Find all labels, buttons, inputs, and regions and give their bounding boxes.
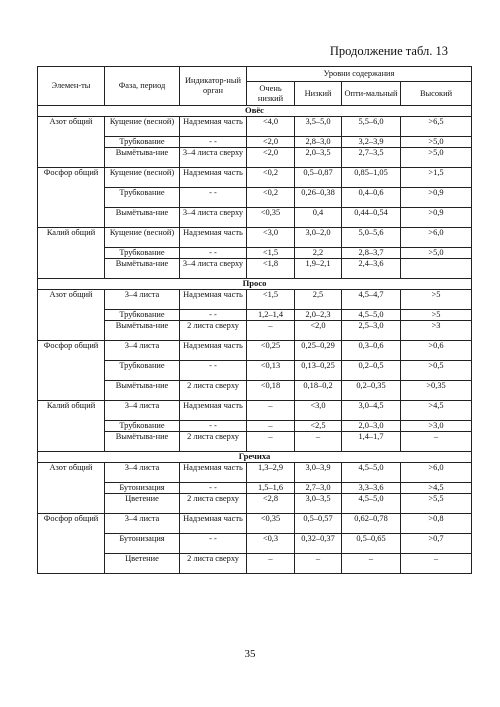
low-cell: 0,5–0,87	[295, 168, 342, 188]
optimal-cell: 4,5–5,0	[342, 494, 401, 514]
very-low-cell: <1,5	[247, 248, 295, 259]
element-cell: Азот общий	[38, 463, 105, 514]
low-cell: 2,7–3,0	[295, 483, 342, 494]
low-cell: 0,13–0,25	[295, 361, 342, 381]
optimal-cell: –	[342, 554, 401, 574]
phase-cell: Кущение (весной)	[105, 117, 180, 137]
organ-cell: 3–4 листа сверху	[180, 208, 247, 228]
organ-cell: 3–4 листа сверху	[180, 148, 247, 168]
very-low-cell: <0,18	[247, 381, 295, 401]
very-low-cell: –	[247, 432, 295, 452]
optimal-cell: 0,2–0,5	[342, 361, 401, 381]
organ-cell: Надземная часть	[180, 290, 247, 310]
phase-cell: Трубкование	[105, 421, 180, 432]
organ-cell: Надземная часть	[180, 168, 247, 188]
header-high: Высокий	[401, 82, 472, 106]
optimal-cell: 0,62–0,78	[342, 514, 401, 534]
low-cell: 0,32–0,37	[295, 534, 342, 554]
organ-cell: - -	[180, 188, 247, 208]
phase-cell: Бутонизация	[105, 483, 180, 494]
nutrient-levels-table	[37, 66, 472, 574]
optimal-cell: 3,0–4,5	[342, 401, 401, 421]
section-row	[38, 279, 472, 290]
high-cell: >0,9	[401, 188, 472, 208]
section-title: Гречиха	[38, 452, 472, 463]
header-levels: Уровни содержания	[247, 67, 472, 82]
low-cell: 0,26–0,38	[295, 188, 342, 208]
low-cell: 0,5–0,57	[295, 514, 342, 534]
section-title: Овёс	[38, 106, 472, 117]
low-cell: –	[295, 554, 342, 574]
optimal-cell: 4,5–5,0	[342, 310, 401, 321]
low-cell: 2,0–3,5	[295, 148, 342, 168]
low-cell: 3,0–3,5	[295, 494, 342, 514]
phase-cell: Вымётыва-ние	[105, 321, 180, 341]
optimal-cell: 0,2–0,35	[342, 381, 401, 401]
very-low-cell: 1,3–2,9	[247, 463, 295, 483]
organ-cell: - -	[180, 361, 247, 381]
high-cell: >5,0	[401, 137, 472, 148]
phase-cell: 3–4 листа	[105, 290, 180, 310]
section-title: Просо	[38, 279, 472, 290]
header-phase: Фаза, период	[105, 67, 180, 106]
section-row	[38, 452, 472, 463]
very-low-cell: <2,0	[247, 137, 295, 148]
phase-cell: Трубкование	[105, 137, 180, 148]
element-cell: Азот общий	[38, 117, 105, 168]
organ-cell: Надземная часть	[180, 341, 247, 361]
phase-cell: Вымётыва-ние	[105, 259, 180, 279]
high-cell: >0,5	[401, 361, 472, 381]
low-cell: 2,0–2,3	[295, 310, 342, 321]
optimal-cell: 2,7–3,5	[342, 148, 401, 168]
very-low-cell: <2,8	[247, 494, 295, 514]
low-cell: <3,0	[295, 401, 342, 421]
organ-cell: 2 листа сверху	[180, 494, 247, 514]
high-cell: >6,0	[401, 463, 472, 483]
high-cell: >0,9	[401, 208, 472, 228]
very-low-cell: <3,0	[247, 228, 295, 248]
element-cell: Фосфор общий	[38, 168, 105, 228]
very-low-cell: –	[247, 401, 295, 421]
table-row	[38, 290, 472, 310]
phase-cell: Трубкование	[105, 188, 180, 208]
header-elements: Элемен-ты	[38, 67, 105, 106]
low-cell: 1,9–2,1	[295, 259, 342, 279]
optimal-cell: 2,4–3,6	[342, 259, 401, 279]
section-row	[38, 106, 472, 117]
table-caption: Продолжение табл. 13	[329, 44, 448, 58]
phase-cell: 3–4 листа	[105, 514, 180, 534]
optimal-cell: 0,85–1,05	[342, 168, 401, 188]
high-cell: >4,5	[401, 401, 472, 421]
low-cell: <2,5	[295, 421, 342, 432]
very-low-cell: <4,0	[247, 117, 295, 137]
low-cell: 2,2	[295, 248, 342, 259]
page-number: 35	[244, 648, 256, 660]
phase-cell: Кущение (весной)	[105, 228, 180, 248]
organ-cell: - -	[180, 248, 247, 259]
optimal-cell: 2,0–3,0	[342, 421, 401, 432]
optimal-cell: 4,5–4,7	[342, 290, 401, 310]
high-cell: –	[401, 432, 472, 452]
organ-cell: 2 листа сверху	[180, 432, 247, 452]
low-cell: 3,0–2,0	[295, 228, 342, 248]
table-body	[38, 106, 472, 574]
very-low-cell: <1,8	[247, 259, 295, 279]
very-low-cell: <0,25	[247, 341, 295, 361]
organ-cell: - -	[180, 421, 247, 432]
very-low-cell: <1,5	[247, 290, 295, 310]
high-cell: >3,0	[401, 421, 472, 432]
optimal-cell: 0,3–0,6	[342, 341, 401, 361]
high-cell: >5,0	[401, 148, 472, 168]
optimal-cell: 3,3–3,6	[342, 483, 401, 494]
very-low-cell: –	[247, 321, 295, 341]
phase-cell: Трубкование	[105, 310, 180, 321]
high-cell: >5	[401, 290, 472, 310]
table-row	[38, 117, 472, 137]
organ-cell: 2 листа сверху	[180, 554, 247, 574]
high-cell	[401, 259, 472, 279]
low-cell: 0,25–0,29	[295, 341, 342, 361]
organ-cell: - -	[180, 534, 247, 554]
header-very-low: Очень низкий	[247, 82, 295, 106]
very-low-cell: <0,2	[247, 168, 295, 188]
very-low-cell: <0,2	[247, 188, 295, 208]
header-indicator: Индикатор-ный орган	[180, 67, 247, 106]
header-optimal: Опти-мальный	[342, 82, 401, 106]
optimal-cell: 4,5–5,0	[342, 463, 401, 483]
phase-cell: Вымётыва-ние	[105, 208, 180, 228]
phase-cell: Вымётыва-ние	[105, 381, 180, 401]
very-low-cell: <0,13	[247, 361, 295, 381]
high-cell: >4,5	[401, 483, 472, 494]
high-cell: >6,0	[401, 228, 472, 248]
high-cell: >3	[401, 321, 472, 341]
high-cell: >0,7	[401, 534, 472, 554]
low-cell: 2,5	[295, 290, 342, 310]
very-low-cell: <0,3	[247, 534, 295, 554]
phase-cell: Трубкование	[105, 361, 180, 381]
low-cell: 3,5–5,0	[295, 117, 342, 137]
element-cell: Азот общий	[38, 290, 105, 341]
optimal-cell: 0,5–0,65	[342, 534, 401, 554]
organ-cell: Надземная часть	[180, 401, 247, 421]
phase-cell: Вымётыва-ние	[105, 148, 180, 168]
phase-cell: Цветение	[105, 494, 180, 514]
high-cell: >6,5	[401, 117, 472, 137]
phase-cell: 3–4 листа	[105, 463, 180, 483]
high-cell: >5	[401, 310, 472, 321]
organ-cell: 2 листа сверху	[180, 321, 247, 341]
very-low-cell: –	[247, 421, 295, 432]
optimal-cell: 1,4–1,7	[342, 432, 401, 452]
organ-cell: - -	[180, 483, 247, 494]
organ-cell: 3–4 листа сверху	[180, 259, 247, 279]
organ-cell: Надземная часть	[180, 228, 247, 248]
very-low-cell: <0,35	[247, 514, 295, 534]
phase-cell: Вымётыва-ние	[105, 432, 180, 452]
high-cell: >0,35	[401, 381, 472, 401]
element-cell: Калий общий	[38, 228, 105, 279]
low-cell: <2,0	[295, 321, 342, 341]
phase-cell: Кущение (весной)	[105, 168, 180, 188]
low-cell: 0,18–0,2	[295, 381, 342, 401]
low-cell: 2,8–3,0	[295, 137, 342, 148]
very-low-cell: –	[247, 554, 295, 574]
high-cell: >0,6	[401, 341, 472, 361]
table-row	[38, 514, 472, 534]
phase-cell: Бутонизация	[105, 534, 180, 554]
optimal-cell: 2,8–3,7	[342, 248, 401, 259]
optimal-cell: 0,44–0,54	[342, 208, 401, 228]
phase-cell: 3–4 листа	[105, 401, 180, 421]
phase-cell: 3–4 листа	[105, 341, 180, 361]
optimal-cell: 3,2–3,9	[342, 137, 401, 148]
element-cell: Фосфор общий	[38, 514, 105, 574]
organ-cell: - -	[180, 137, 247, 148]
low-cell: 0,4	[295, 208, 342, 228]
high-cell: >1,5	[401, 168, 472, 188]
high-cell: >5,5	[401, 494, 472, 514]
optimal-cell: 5,5–6,0	[342, 117, 401, 137]
table-row	[38, 341, 472, 361]
organ-cell: Надземная часть	[180, 117, 247, 137]
very-low-cell: <2,0	[247, 148, 295, 168]
table-row	[38, 401, 472, 421]
low-cell: –	[295, 432, 342, 452]
very-low-cell: <0,35	[247, 208, 295, 228]
table-row	[38, 463, 472, 483]
organ-cell: 2 листа сверху	[180, 381, 247, 401]
element-cell: Калий общий	[38, 401, 105, 452]
optimal-cell: 0,4–0,6	[342, 188, 401, 208]
element-cell: Фосфор общий	[38, 341, 105, 401]
high-cell: –	[401, 554, 472, 574]
organ-cell: - -	[180, 310, 247, 321]
phase-cell: Цветение	[105, 554, 180, 574]
organ-cell: Надземная часть	[180, 463, 247, 483]
very-low-cell: 1,2–1,4	[247, 310, 295, 321]
high-cell: >5,0	[401, 248, 472, 259]
optimal-cell: 2,5–3,0	[342, 321, 401, 341]
header-low: Низкий	[295, 82, 342, 106]
phase-cell: Трубкование	[105, 248, 180, 259]
optimal-cell: 5,0–5,6	[342, 228, 401, 248]
table-row	[38, 228, 472, 248]
very-low-cell: 1,5–1,6	[247, 483, 295, 494]
high-cell: >0,8	[401, 514, 472, 534]
table-row	[38, 168, 472, 188]
low-cell: 3,0–3,9	[295, 463, 342, 483]
organ-cell: Надземная часть	[180, 514, 247, 534]
